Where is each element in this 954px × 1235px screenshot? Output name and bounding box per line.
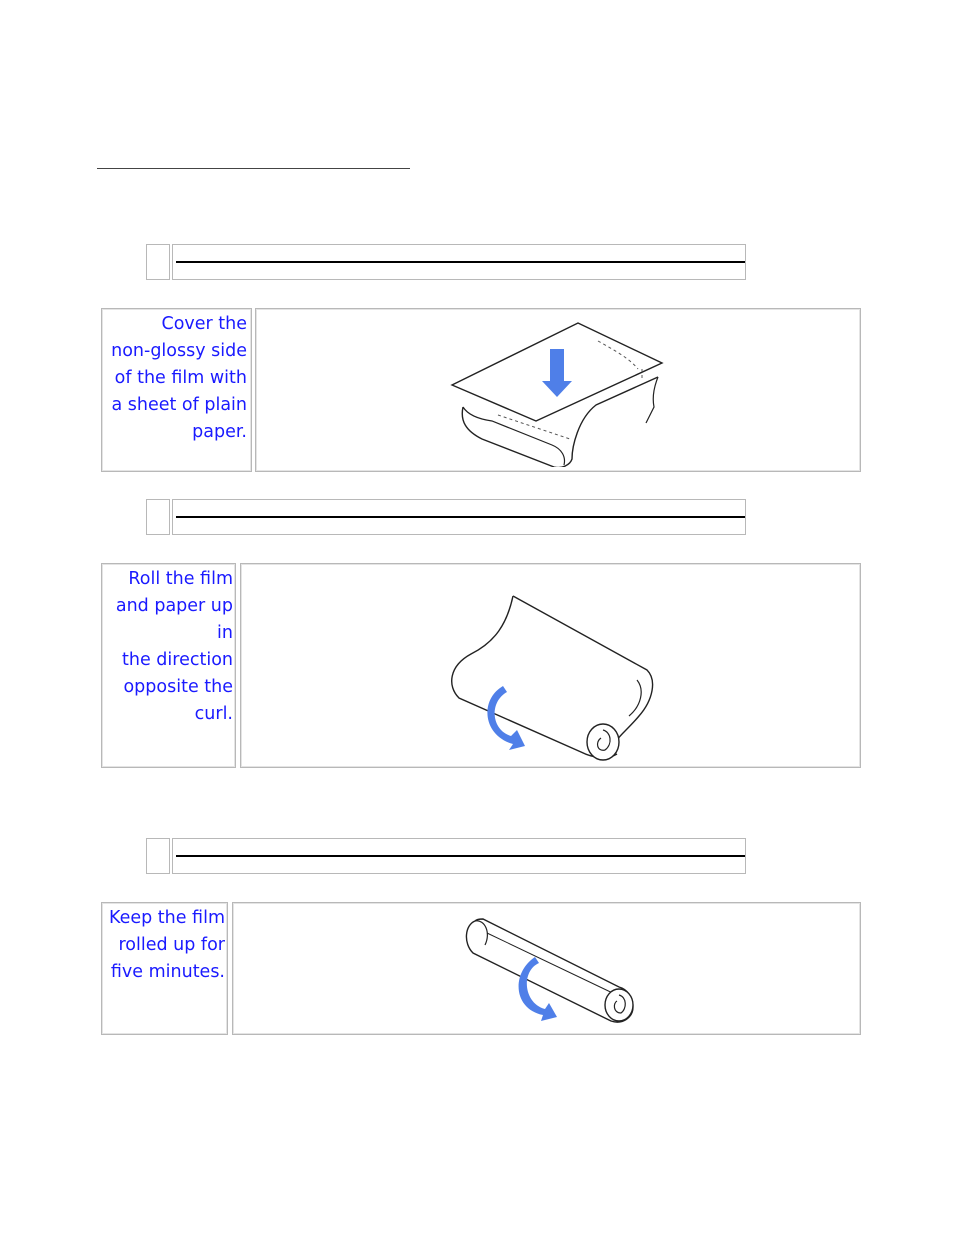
step-1-header: [146, 244, 746, 280]
step-1-illustration-cell: [255, 308, 861, 472]
step-1-description: Cover the non-glossy side of the film with a sheet of plain paper.: [101, 308, 252, 472]
cover-film-with-paper-illustration: [446, 319, 666, 467]
step-3-illustration-cell: [232, 902, 861, 1035]
step-2-number: [146, 499, 170, 535]
section-heading-rule: [97, 168, 410, 169]
step-3-title: [176, 855, 745, 857]
rolled-film-illustration: [461, 913, 641, 1031]
step-3-header: [146, 838, 746, 874]
step-1-title-box: [172, 244, 746, 280]
step-2-title-box: [172, 499, 746, 535]
step-3-description: Keep the film rolled up for five minutes.: [101, 902, 228, 1035]
step-2-description: Roll the film and paper up in the direction opposite the curl.: [101, 563, 236, 768]
step-2-header: [146, 499, 746, 535]
step-3-number: [146, 838, 170, 874]
step-2-title: [176, 516, 745, 518]
step-1-title: [176, 261, 745, 263]
step-2-illustration-cell: [240, 563, 861, 768]
step-3-title-box: [172, 838, 746, 874]
roll-film-and-paper-illustration: [441, 590, 671, 766]
step-1-number: [146, 244, 170, 280]
